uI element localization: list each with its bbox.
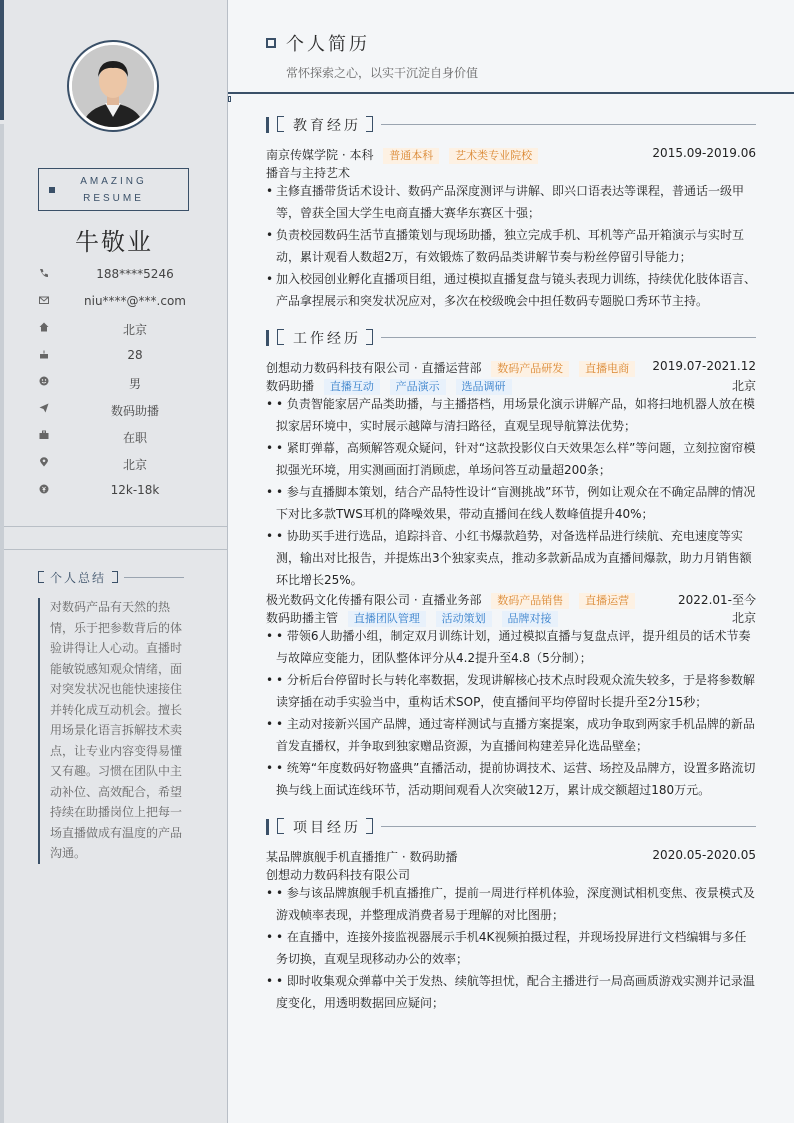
avatar (67, 40, 159, 132)
skill-tag: 直播互动 (324, 379, 380, 395)
section-title-text: 教育经历 (293, 118, 361, 134)
job-date: 2022.01-至今 (678, 593, 756, 607)
section-bracket-right (366, 329, 373, 345)
section-bar (266, 819, 269, 835)
job-bullet: • • 协助买手进行选品，追踪抖音、小红书爆款趋势，对备选样品进行续航、充电速度等实测，输出对比报告，并提炼出3个独家卖点，推动多款新品成为直播间爆款，助力月销售额环比增长25%。 (266, 525, 756, 591)
project-date: 2020.05-2020.05 (652, 848, 756, 862)
summary-accent-bar (38, 598, 40, 864)
info-home (0, 316, 228, 343)
badge-line1: AMAZING (80, 176, 147, 187)
company-name: 极光数码文化传播有限公司 · 直播业务部 (266, 593, 482, 607)
section-title-line (381, 337, 756, 338)
role-title: 数码助播 (266, 379, 315, 393)
mail-icon (38, 295, 50, 307)
job-tag: 直播运营 (579, 593, 635, 609)
info-salary (0, 478, 228, 505)
info-phone (0, 262, 228, 289)
info-value: 北京 (122, 458, 147, 472)
project-header (266, 848, 756, 866)
info-value: 188****5246 (96, 267, 174, 281)
education-tag: 普通本科 (383, 148, 439, 164)
resume-badge (38, 168, 189, 211)
job-header (266, 359, 756, 377)
title-square-icon (266, 38, 276, 48)
summary-bracket-right (112, 571, 118, 583)
job-bullet: • • 参与直播脚本策划，结合产品特性设计“盲测挑战”环节，例如让观众在不确定品牌的情况下对比多款TWS耳机的降噪效果，带动直播间在线人数峰值提升40%； (266, 481, 756, 525)
section-bracket-left (277, 329, 284, 345)
info-value: 北京 (122, 323, 147, 337)
sidebar-divider (4, 526, 227, 527)
info-email (0, 289, 228, 316)
page-subtitle: 常怀探索之心，以实干沉淀自身价值 (286, 66, 479, 80)
education-bullet: • 主修直播带货话术设计、数码产品深度测评与讲解、即兴口语表达等课程，普通话一级甲等，曾获全国大学生电商直播大赛华东赛区十强； (266, 180, 756, 224)
summary-title-line (124, 577, 184, 578)
header-corner-mark (228, 96, 231, 102)
job-bullet: • • 分析后台停留时长与转化率数据，发现讲解核心技术点时段观众流失较多，于是将参数解读穿插在动手实验当中，重构话术SOP，使直播间平均停留时长提升至2分15秒； (266, 669, 756, 713)
section-bracket-right (366, 116, 373, 132)
job-tag: 数码产品研发 (491, 361, 569, 377)
info-value: 男 (128, 377, 141, 391)
section-title-text: 工作经历 (293, 331, 361, 347)
info-value: 12k-18k (110, 483, 160, 497)
section-title-projects (266, 817, 756, 837)
job-bullet: • • 统筹“年度数码好物盛典”直播活动，提前协调技术、运营、场控及品牌方，设置多路流切换与线上面试连线环节，活动期间观看人次突破12万，累计成交额超过180万元。 (266, 757, 756, 801)
job-tag: 数码产品销售 (491, 593, 569, 609)
project-bullet: • • 参与该品牌旗舰手机直播推广，提前一周进行样机体验，深度测试相机变焦、夜景模式及游戏帧率表现，并整理成消费者易于理解的对比图册； (266, 882, 756, 926)
education-bullet: • 加入校园创业孵化直播项目组，通过模拟直播复盘与镜头表现力训练，持续优化肢体语言、产品拿捏展示和突发状况应对，多次在校级晚会中担任数码专题脱口秀环节主持。 (266, 268, 756, 312)
section-title-text: 项目经历 (293, 820, 361, 836)
cake-icon (38, 349, 50, 361)
info-status (0, 424, 228, 451)
skill-tag: 品牌对接 (502, 611, 558, 627)
education-date: 2015.09-2019.06 (652, 146, 756, 160)
location-icon (38, 457, 50, 469)
salary-icon (38, 484, 50, 496)
avatar-photo (72, 45, 154, 127)
sidebar-divider (4, 549, 227, 550)
job-city: 北京 (731, 611, 756, 625)
info-value: niu****@***.com (84, 294, 186, 308)
skill-tag: 产品演示 (390, 379, 446, 395)
job-header (266, 591, 756, 609)
education-major: 播音与主持艺术 (266, 166, 351, 180)
project-name: 某品牌旗舰手机直播推广 · 数码助播 (266, 850, 458, 864)
job-bullet: • • 主动对接新兴国产品牌，通过寄样测试与直播方案提案，成功争取到两家手机品牌的新品首发直播权，并争取到独家赠品资源，为直播间构建差异化选品壁垒； (266, 713, 756, 757)
section-bar (266, 117, 269, 133)
page-title: 个人简历 (286, 34, 370, 55)
info-value: 数码助播 (110, 404, 159, 418)
education-header (266, 146, 756, 164)
section-bracket-left (277, 116, 284, 132)
summary-title: 个人总结 (50, 571, 107, 585)
section-title-line (381, 826, 756, 827)
job-date: 2019.07-2021.12 (652, 359, 756, 373)
job-tag: 直播电商 (579, 361, 635, 377)
phone-icon (38, 268, 50, 280)
job-bullet: • • 负责智能家居产品类助播，与主播搭档，用场景化演示讲解产品，如将扫地机器人放在模拟家居环境中，实时展示越障与清扫路径，直观呈现导航算法优势； (266, 393, 756, 437)
info-gender (0, 370, 228, 397)
section-bracket-left (277, 818, 284, 834)
role-title: 数码助播主管 (266, 611, 339, 625)
section-bar (266, 330, 269, 346)
info-location (0, 451, 228, 478)
skill-tag: 直播团队管理 (348, 611, 426, 627)
job-bullet: • • 紧盯弹幕，高频解答观众疑问，针对“这款投影仪白天效果怎么样”等问题，立刻拉窗帘模拟强光环境，用实测画面打消顾虑，单场问答互动量超200条； (266, 437, 756, 481)
sidebar (0, 0, 228, 1123)
project-bullet: • • 在直播中，连接外接监视器展示手机4K视频拍摄过程，并现场投屏进行文档编辑与多任务切换，直观呈现移动办公的效率； (266, 926, 756, 970)
smile-icon (38, 376, 50, 388)
section-title-line (381, 124, 756, 125)
school-name: 南京传媒学院 · 本科 (266, 148, 374, 162)
summary-text: 对数码产品有天然的热情，乐于把参数背后的体验讲得让人心动。直播时能敏锐感知观众情绪，面对突发状况也能快速接住并转化成互动机会。擅长用场景化语言拆解技术卖点，让专业内容变得易懂又有趣。习惯在团队中主动补位、高效配合，希望持续在助播岗位上把每一场直播做成有温度的产品沟通。 (50, 600, 183, 860)
company-name: 创想动力数码科技有限公司 · 直播运营部 (266, 361, 482, 375)
project-company: 创想动力数码科技有限公司 (266, 868, 411, 882)
sidebar-accent-strip (0, 0, 4, 120)
info-value: 在职 (122, 431, 147, 445)
job-bullet: • • 带领6人助播小组，制定双月训练计划，通过模拟直播与复盘点评，提升组员的话术节奏与故障应变能力，团队整体评分从4.2提升至4.8（5分制）； (266, 625, 756, 669)
badge-square-icon (49, 187, 55, 193)
education-tag: 艺术类专业院校 (449, 148, 538, 164)
info-age (0, 343, 228, 370)
project-bullet: • • 即时收集观众弹幕中关于发热、续航等担忧，配合主播进行一局高画质游戏实测并记录温度变化，用透明数据回应疑问； (266, 970, 756, 1014)
section-bracket-right (366, 818, 373, 834)
job-city: 北京 (731, 379, 756, 393)
section-title-education (266, 115, 756, 135)
briefcase-icon (38, 430, 50, 442)
summary-bracket-left (38, 571, 44, 583)
candidate-name: 牛敬业 (75, 228, 153, 256)
info-value: 28 (127, 348, 143, 362)
send-icon (38, 403, 50, 415)
skill-tag: 活动策划 (436, 611, 492, 627)
section-title-work (266, 328, 756, 348)
skill-tag: 选品调研 (456, 379, 512, 395)
education-bullet: • 负责校园数码生活节直播策划与现场助播，独立完成手机、耳机等产品开箱演示与实时互动，累计观看人数超2万，有效锻炼了数码品类讲解节奏与粉丝停留引导能力； (266, 224, 756, 268)
info-position (0, 397, 228, 424)
badge-line2: RESUME (83, 193, 144, 204)
page-header (228, 0, 794, 94)
home-icon (38, 322, 50, 334)
contact-info (0, 262, 228, 505)
